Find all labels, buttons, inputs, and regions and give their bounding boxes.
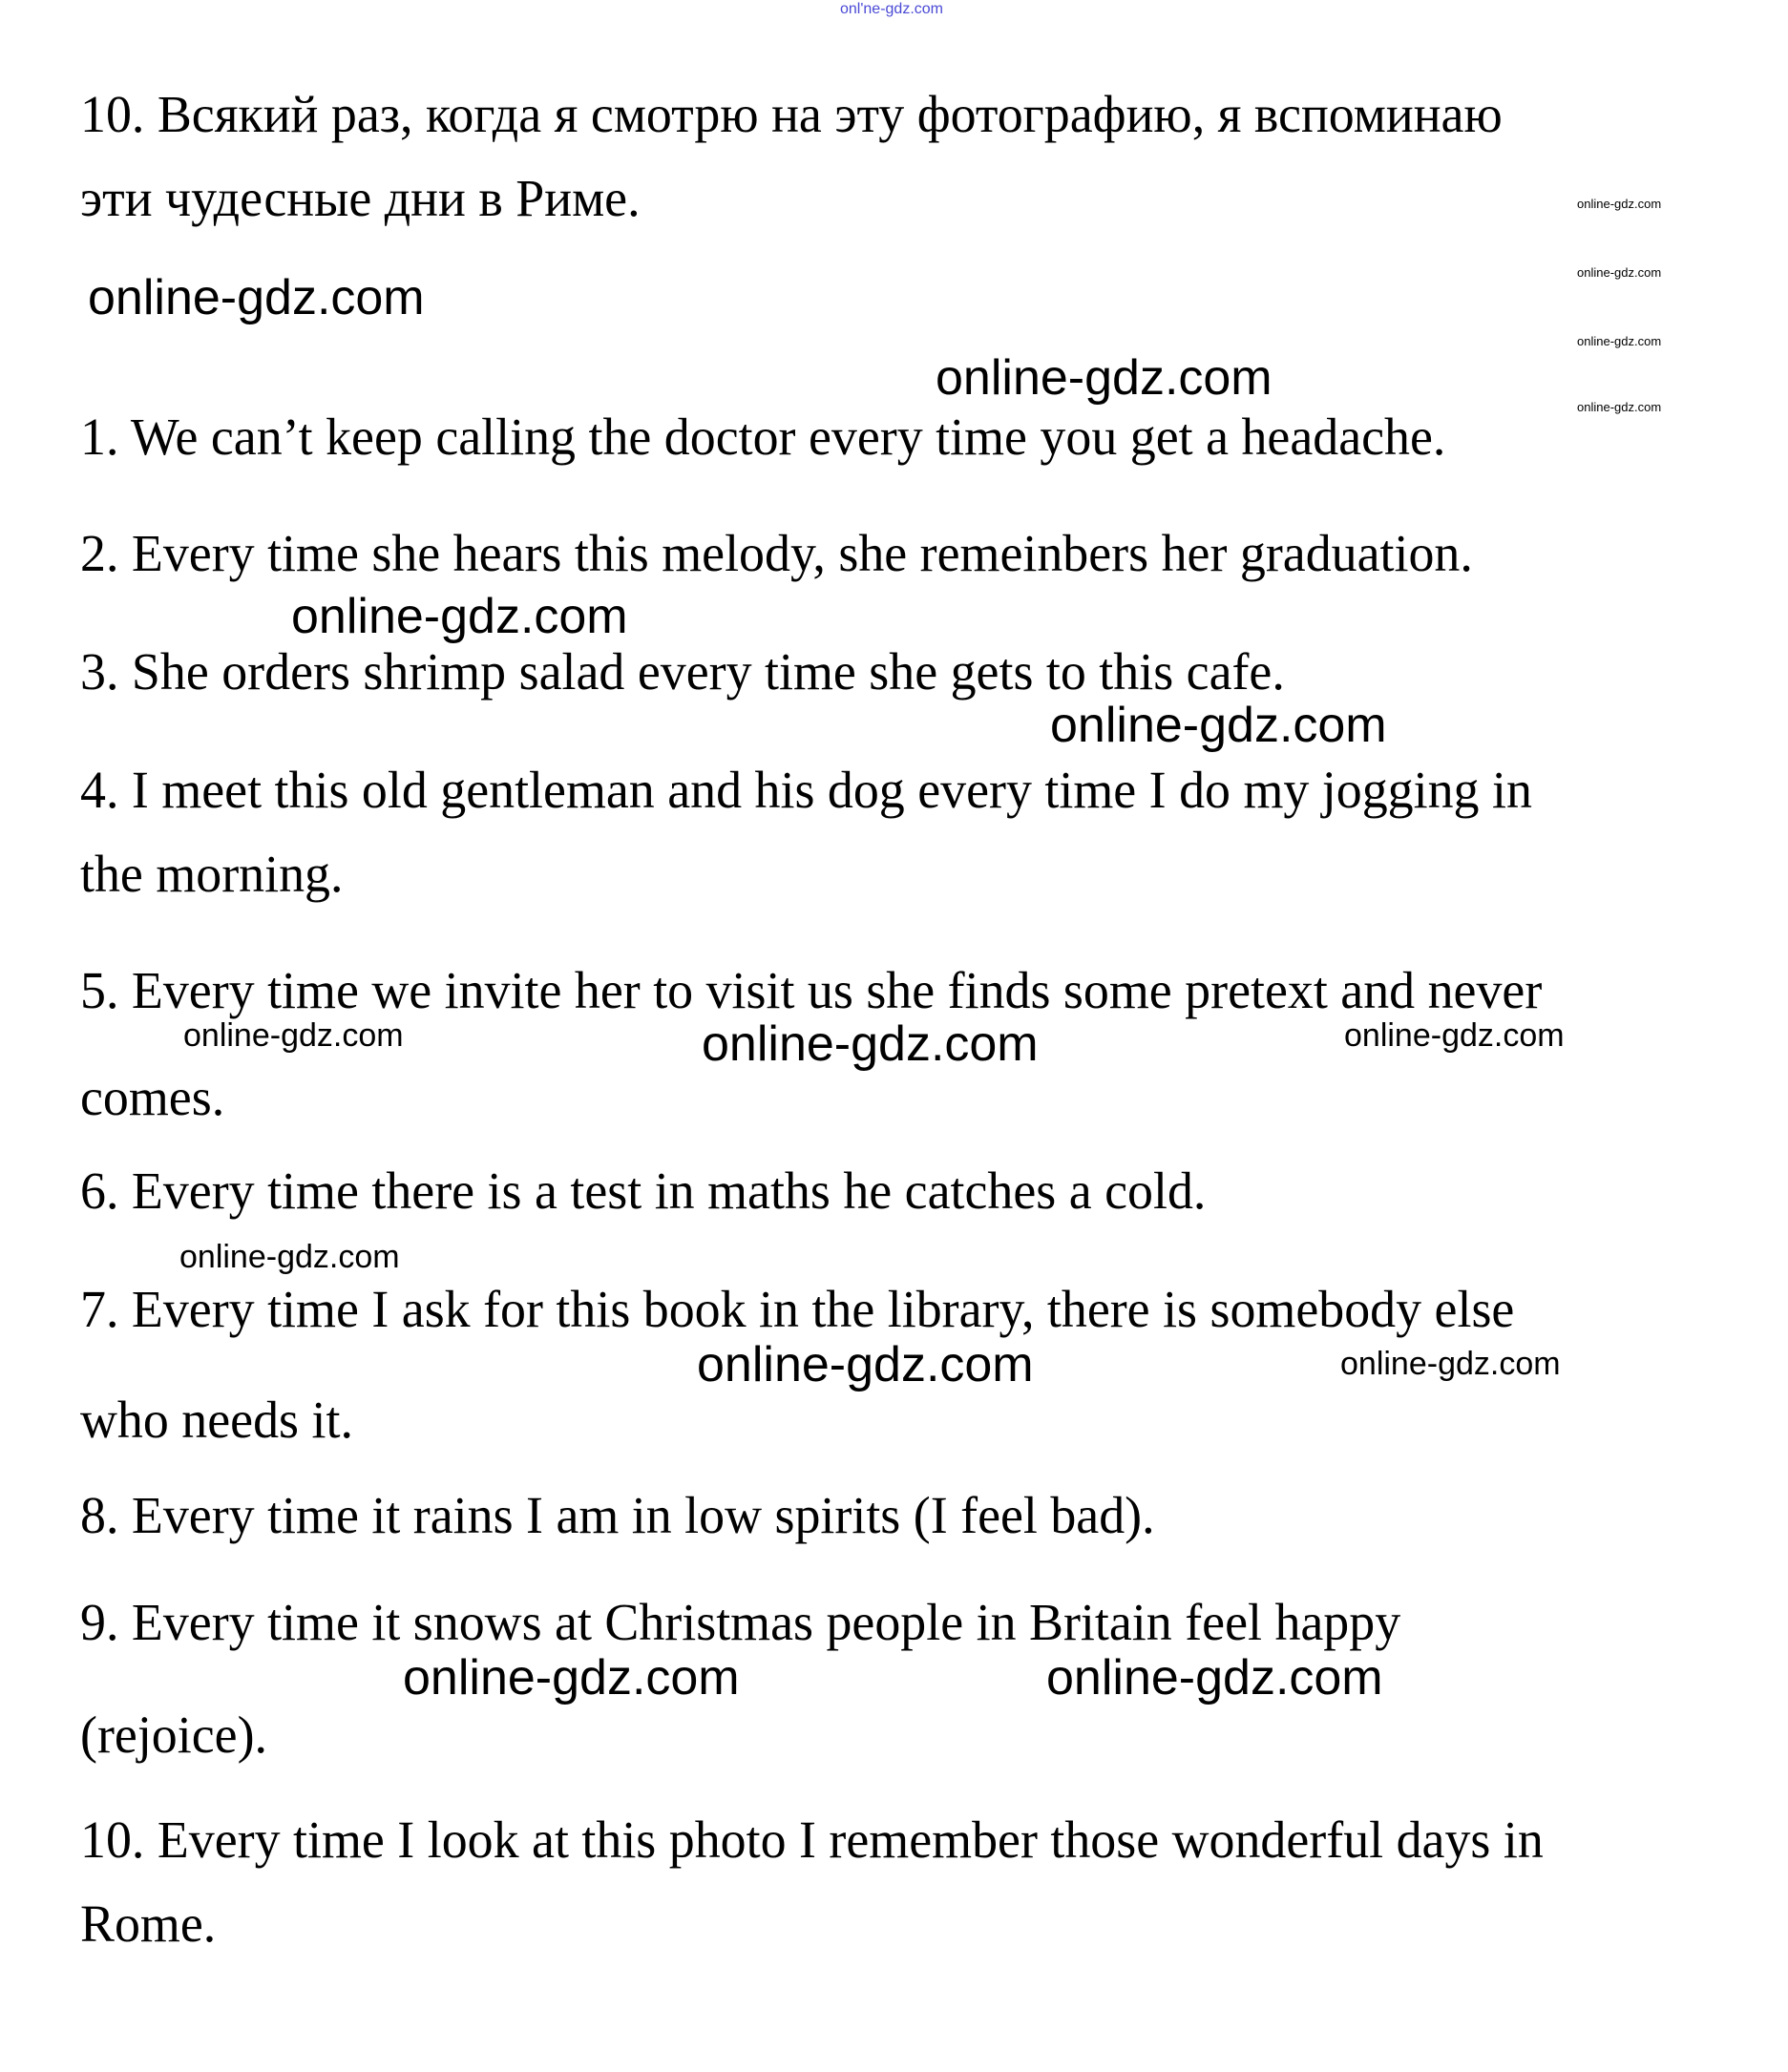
answer-9-line-2: (rejoice). bbox=[80, 1706, 267, 1764]
watermark-large: online-gdz.com bbox=[291, 589, 628, 644]
watermark-large: online-gdz.com bbox=[1050, 698, 1387, 753]
header-watermark: onl'ne-gdz.com bbox=[840, 1, 943, 17]
answer-8-line-1: 8. Every time it rains I am in low spirits (I feel bad). bbox=[80, 1486, 1155, 1544]
answer-6-line-1: 6. Every time there is a test in maths he catches a cold. bbox=[80, 1162, 1207, 1220]
watermark-small: online-gdz.com bbox=[1577, 400, 1662, 414]
watermark-large: online-gdz.com bbox=[936, 350, 1273, 406]
answer-7-line-2: who needs it. bbox=[80, 1391, 353, 1449]
watermark-medium: online-gdz.com bbox=[183, 1017, 404, 1054]
answer-5-line-2: comes. bbox=[80, 1068, 225, 1126]
answer-7-line-1: 7. Every time I ask for this book in the library, there is somebody else bbox=[80, 1280, 1515, 1338]
answer-3-line-1: 3. She orders shrimp salad every time she gets to this cafe. bbox=[80, 642, 1285, 701]
russian-prompt-line-1: 10. Всякий раз, когда я смотрю на эту фотографию, я вспоминаю bbox=[80, 85, 1503, 143]
watermark-medium: online-gdz.com bbox=[179, 1239, 400, 1275]
watermark-large: online-gdz.com bbox=[697, 1337, 1034, 1392]
watermark-large: online-gdz.com bbox=[403, 1650, 740, 1706]
watermark-small: online-gdz.com bbox=[1577, 334, 1662, 348]
answer-5-line-1: 5. Every time we invite her to visit us she finds some pretext and never bbox=[80, 961, 1543, 1019]
answer-9-line-1: 9. Every time it snows at Christmas people in Britain feel happy bbox=[80, 1593, 1401, 1651]
answer-10-line-1: 10. Every time I look at this photo I remember those wonderful days in bbox=[80, 1810, 1544, 1869]
watermark-large: online-gdz.com bbox=[1046, 1650, 1383, 1706]
answer-10-line-2: Rome. bbox=[80, 1894, 217, 1953]
watermark-large: online-gdz.com bbox=[702, 1016, 1039, 1072]
watermark-small: online-gdz.com bbox=[1577, 265, 1662, 280]
watermark-medium: online-gdz.com bbox=[1340, 1346, 1561, 1382]
answer-1-line-1: 1. We can’t keep calling the doctor every time you get a headache. bbox=[80, 408, 1446, 466]
russian-prompt-line-2: эти чудесные дни в Риме. bbox=[80, 169, 641, 227]
watermark-medium: online-gdz.com bbox=[1344, 1017, 1565, 1054]
answer-4-line-1: 4. I meet this old gentleman and his dog every time I do my jogging in bbox=[80, 761, 1532, 819]
answer-2-line-1: 2. Every time she hears this melody, she remeinbers her graduation. bbox=[80, 524, 1473, 582]
watermark-large: online-gdz.com bbox=[88, 270, 425, 325]
answer-4-line-2: the morning. bbox=[80, 845, 344, 903]
watermark-small: online-gdz.com bbox=[1577, 197, 1662, 211]
